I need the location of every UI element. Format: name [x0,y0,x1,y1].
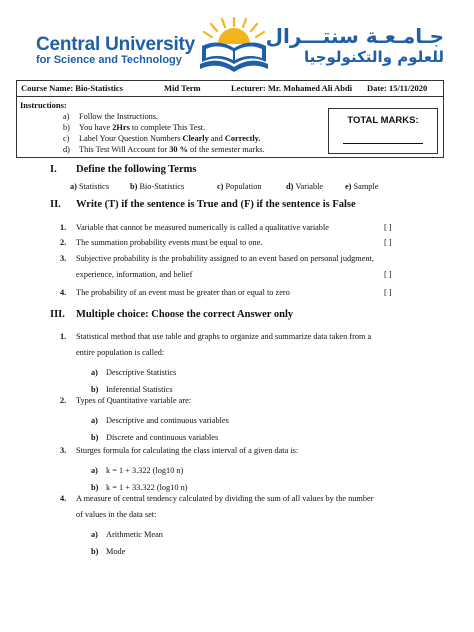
term-letter: e) [345,182,354,191]
section-2-title: Write (T) if the sentence is True and (F) if the sentence is False [76,199,356,210]
option-letter: a) [91,368,98,377]
instruction-fragment: to complete This Test. [129,123,206,132]
university-subtitle-en: for Science and Technology [36,54,182,66]
term-letter: a) [70,182,79,191]
term-letter: c) [217,182,226,191]
university-name-ar: جـامـعـة سنتـــرال [265,24,444,48]
instruction-text [79,123,205,132]
question-number: 1. [60,332,67,341]
tf-answer-brackets: [ ] [384,223,392,232]
term-text: Sample [353,182,379,191]
university-logo [196,16,272,78]
instruction-emphasis: 30 % [169,145,188,154]
option-letter: b) [91,385,99,394]
tf-number: 1. [60,223,67,232]
instruction-fragment: and [208,134,225,143]
option-letter: b) [91,433,99,442]
question-text: entire population is called: [76,348,165,357]
option-text: Mode [106,547,126,556]
option-letter: b) [91,547,99,556]
instruction-fragment: You have [79,123,113,132]
option-text: Descriptive Statistics [106,368,177,377]
tf-number: 2. [60,238,67,247]
university-name-en: Central University [36,34,196,55]
exam-term: Mid Term [164,83,201,93]
tf-answer-brackets: [ ] [384,288,392,297]
lecturer-name: Lecturer: Mr. Mohamed Ali Abdi [231,83,353,93]
option-text: Inferential Statistics [106,385,173,394]
tf-statement: Subjective probability is the probability assigned to an event based on personal judgment, [76,254,374,263]
instruction-letter: c) [63,134,70,143]
instruction-letter: d) [63,145,70,154]
option-letter: b) [91,483,99,492]
term-letter: b) [130,182,140,191]
instruction-fragment: This Test Will Account for [79,145,170,154]
option-letter: a) [91,416,98,425]
option-text: Descriptive and continuous variables [106,416,229,425]
tf-statement: experience, information, and belief [76,270,193,279]
question-text: A measure of central tendency calculated by dividing the sum of all values by the number [76,494,374,503]
instructions-heading: Instructions: [20,100,67,110]
term-item [286,182,323,191]
term-item [217,182,262,191]
tf-answer-brackets: [ ] [384,238,392,247]
tf-statement: The probability of an event must be greater than or equal to zero [76,288,290,297]
tf-number: 4. [60,288,67,297]
question-text: of values in the data set: [76,510,157,519]
instruction-fragment: of the semester marks. [187,145,265,154]
instruction-letter: b) [63,123,70,132]
instruction-fragment: Label Your Question Numbers [79,134,183,143]
question-number: 4. [60,494,67,503]
total-marks-label: TOTAL MARKS: [347,115,419,126]
option-letter: a) [91,530,98,539]
exam-date: Date: 15/11/2020 [367,83,428,93]
university-subtitle-ar: للعلوم والتكنولوجيا [303,48,444,66]
term-text: Statistics [79,182,109,191]
question-text: Types of Quantitative variable are: [76,396,192,405]
option-text: Arithmetic Mean [106,530,163,539]
instruction-text [79,145,265,154]
instruction-text [79,134,260,143]
section-3-title: Multiple choice: Choose the correct Answer only [76,309,294,320]
term-item [130,182,184,191]
option-text: k = 1 + 3.322 (log10 n) [106,466,184,475]
tf-statement: Variable that cannot be measured numerically is called a qualitative variable [76,223,329,232]
section-1-number: I. [50,164,57,175]
section-2-number: II. [50,199,61,210]
term-text: Variable [295,182,324,191]
question-number: 2. [60,396,67,405]
term-item [70,182,109,191]
instruction-emphasis: 2Hrs [112,123,130,132]
term-text: Bio-Statistics [139,182,185,191]
instruction-letter: a) [63,112,70,121]
section-1-title: Define the following Terms [76,164,197,175]
term-text: Population [225,182,262,191]
option-text: k = 1 + 33.322 (log10 n) [106,483,188,492]
tf-statement: The summation probability events must be equal to one. [76,238,263,247]
section-3-number: III. [50,309,65,320]
question-text: Statistical method that use table and graphs to organize and summarize data taken from a [76,332,372,341]
term-item [345,182,378,191]
total-marks-line [343,143,423,144]
question-text: Sturges formula for calculating the class interval of a given data is: [76,446,299,455]
term-letter: d) [286,182,296,191]
total-marks-box [328,108,438,154]
tf-answer-brackets: [ ] [384,270,392,279]
instruction-emphasis: Correctly. [224,134,261,143]
option-letter: a) [91,466,98,475]
question-number: 3. [60,446,67,455]
instruction-emphasis: Clearly [182,134,209,143]
instruction-fragment: Follow the Instructions. [79,112,159,121]
course-name: Course Name: Bio-Statistics [21,83,123,93]
instruction-text [79,112,158,121]
option-text: Discrete and continuous variables [106,433,219,442]
exam-info-box [16,80,444,97]
tf-number: 3. [60,254,67,263]
